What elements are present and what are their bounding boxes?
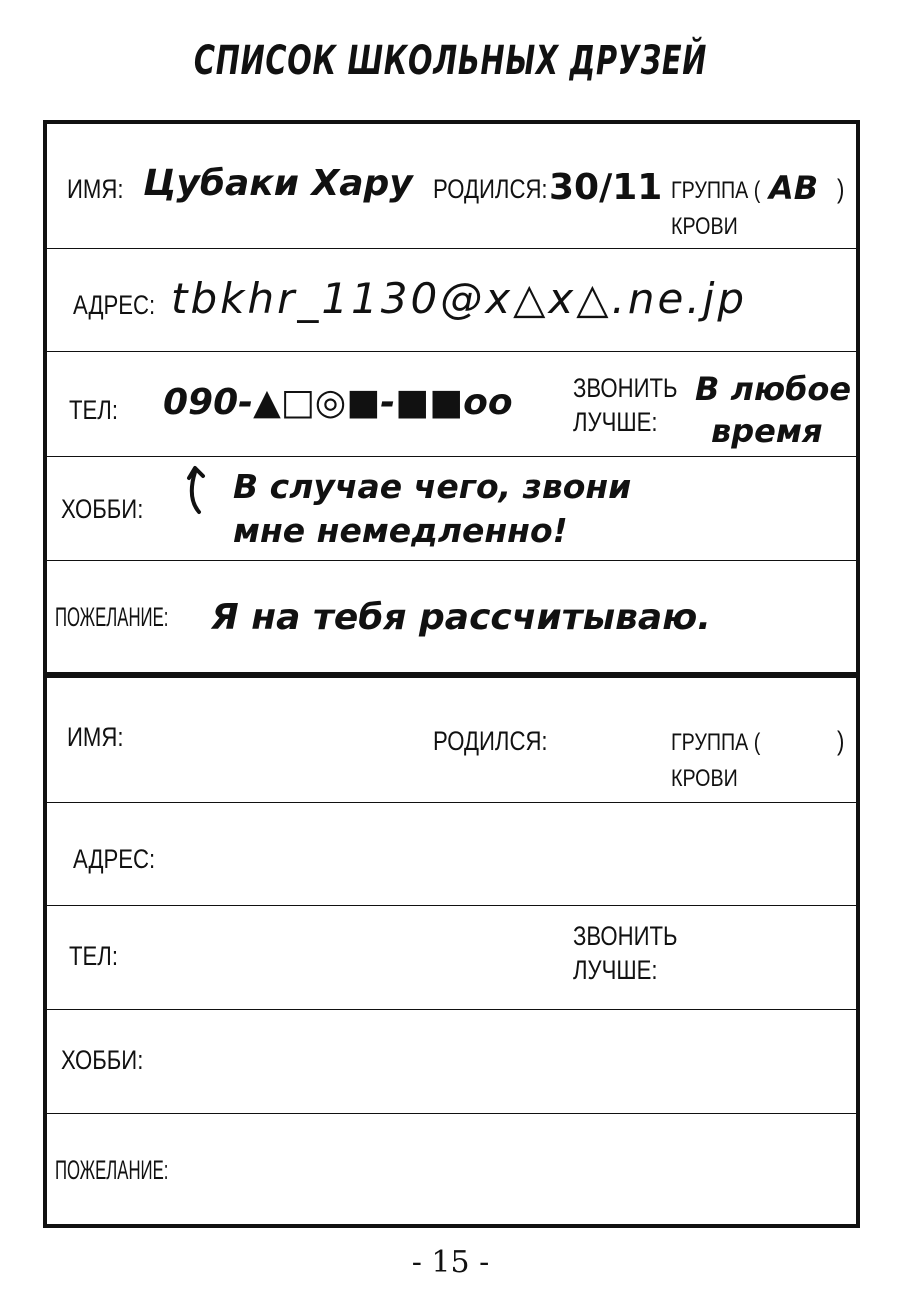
- hobby-row: [47, 1009, 856, 1114]
- wish-label: ПОЖЕЛАНИЕ:: [55, 1155, 169, 1185]
- phone-row: [47, 905, 856, 1010]
- wish-row: [47, 1113, 856, 1228]
- name-value: Цубаки Хару: [143, 163, 413, 204]
- hobby-label: ХОББИ:: [61, 494, 144, 524]
- call-label-1: ЗВОНИТЬ: [573, 921, 678, 951]
- address-label: АДРЕС:: [73, 844, 156, 874]
- wish-label: ПОЖЕЛАНИЕ:: [55, 602, 169, 632]
- address-row: [47, 802, 856, 906]
- wish-row: [47, 560, 856, 676]
- born-value: 30/11: [549, 167, 663, 208]
- address-label: АДРЕС:: [73, 290, 156, 320]
- call-label-1: ЗВОНИТЬ: [573, 373, 678, 403]
- arrow-up-icon: [181, 458, 221, 518]
- name-row: [47, 124, 856, 249]
- born-label: РОДИЛСЯ:: [433, 726, 548, 756]
- page-title: СПИСОК ШКОЛЬНЫХ ДРУЗЕЙ: [193, 38, 708, 84]
- call-value-1: В любое: [695, 370, 852, 408]
- hobby-row: [47, 456, 856, 561]
- blood-label-open: ГРУППА (: [671, 729, 761, 756]
- blood-label-second: КРОВИ: [671, 765, 738, 792]
- call-label-2: ЛУЧШЕ:: [573, 407, 658, 437]
- born-label: РОДИЛСЯ:: [433, 174, 548, 204]
- page-number: - 15 -: [411, 1245, 490, 1280]
- friend-card-empty: [43, 674, 860, 1228]
- hobby-value-2: мне немедленно!: [233, 511, 568, 550]
- phone-label: ТЕЛ:: [69, 941, 118, 971]
- hobby-value-1: В случае чего, звони: [233, 467, 632, 506]
- name-row: [47, 678, 856, 803]
- name-label: ИМЯ:: [67, 174, 124, 204]
- call-label-2: ЛУЧШЕ:: [573, 955, 658, 985]
- call-value-2: время: [711, 412, 823, 450]
- blood-label-open: ГРУППА (: [671, 177, 761, 204]
- name-label: ИМЯ:: [67, 722, 124, 752]
- wish-value: Я на тебя рассчитываю.: [211, 597, 711, 638]
- hobby-label: ХОББИ:: [61, 1045, 144, 1075]
- blood-label-second: КРОВИ: [671, 213, 738, 240]
- phone-row: [47, 351, 856, 457]
- blood-label-close: ): [837, 174, 845, 204]
- blood-value: AB: [769, 169, 819, 207]
- address-row: [47, 248, 856, 352]
- phone-value: 090-▲□◎■-■■oo: [163, 382, 513, 423]
- address-value: tbkhr_1130@x△x△.ne.jp: [171, 274, 748, 323]
- blood-label-close: ): [837, 726, 845, 756]
- friend-card-filled: [43, 120, 860, 676]
- phone-label: ТЕЛ:: [69, 395, 118, 425]
